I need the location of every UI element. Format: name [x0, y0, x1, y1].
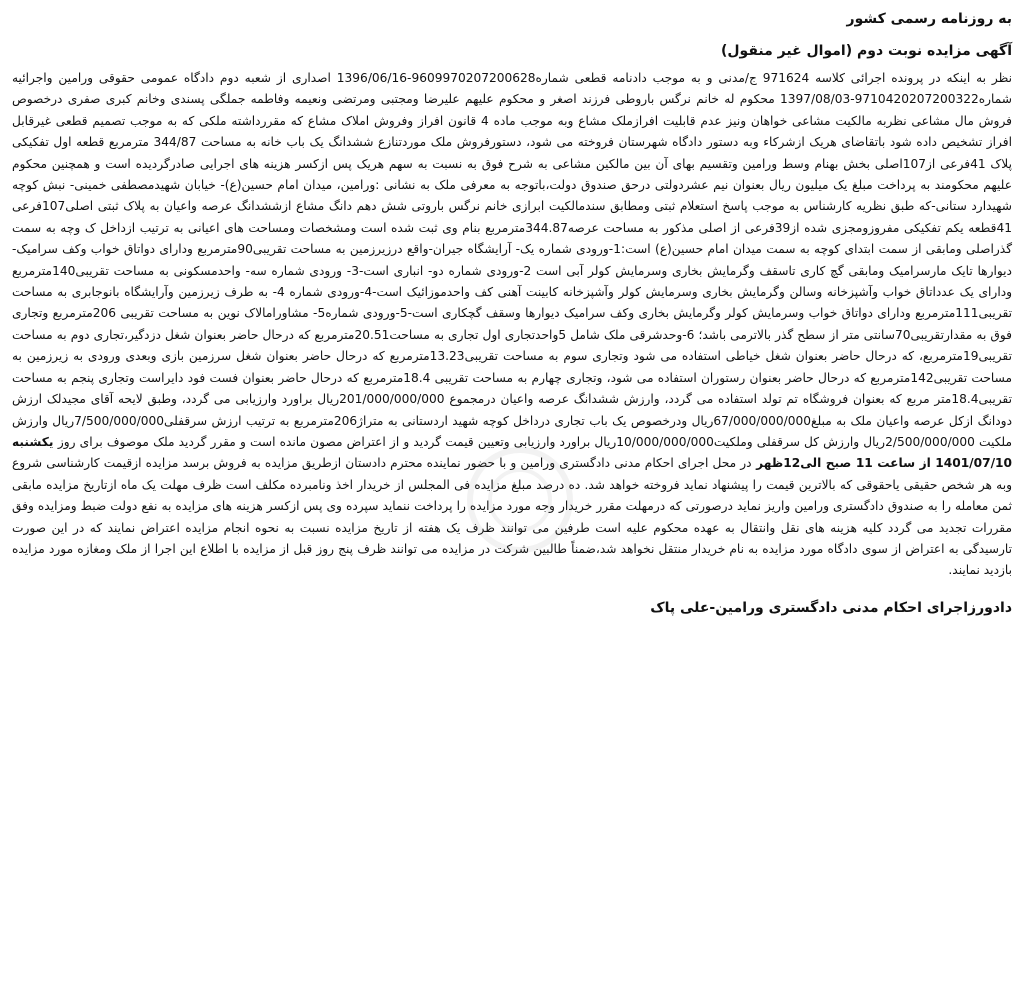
notice-document	[12, 6, 1012, 620]
auction-date-time: یکشنبه 1401/07/10 از ساعت 11 صبح الی12ظهر	[12, 434, 1013, 471]
newspaper-line: به روزنامه رسمی کشور	[846, 11, 1012, 27]
body-paragraph-main: نظر به اینکه در پرونده اجرائی کلاسه 971624 ج/مدنی و به موجب دادنامه قطعی شماره9609970207200628-1396/06/16 اصداری از شعبه دوم دادگاه عمومی حقوقی ورامین واجرائیه شماره9710420207200322-1397/08/03 محکوم له خانم نرگس باروطی فرزند اصغر و محکوم علیهم علیرضا ومجتبی ومرتضی ونعیمه وفاطمه جملگی پسندی وخانم کبری صفری درخصوص فروش مال مشاعی نظربه مالکیت مشاعی خواهان ونیز عدم قابلیت افرازملک مشاع وبه موجب ماده 4 قانون افراز وفروش املاک مشاع که مقررداشته ملکی که به موجب تصمیم قطعی غیرقابل افراز تشخیص داده شود باتقاضای هریک ازشرکاء وبه دستور دادگاه شهرستان فروخته می شود، دستورفروش ملک موردتنازع ششدانگ یک باب خانه به مساحت 344/87 مترمربع قطعه اول تفکیکی پلاک 41فرعی از107اصلی بخش بهنام وسط ورامین وتقسیم بهای آن بین مالکین مشاعی به شرح فوق به نسبت به سهم هریک پس ازکسر هزینه های اجرایی صادرگردیده است و همچنین محکوم علیهم محکومند به پرداخت مبلغ یک میلیون ریال بعنوان نیم عشردولتی درحق صندوق دولت،باتوجه به معرفی ملک به نشانی :ورامین، میدان امام حسین(ع)- خیابان شهیدمصطفی خمینی- نبش کوچه شهیدارد ستانی-که طبق نظریه کارشناس به موجب پاسخ استعلام ثبتی ومطابق سندمالکیت ابرازی خانم نرگس باروتی شش دهم دانگ مشاع ازششدانگ عرصه واعیان به پلاک ثبتی اصلی107فرعی 41قطعه یکم تفکیکی مفروزومجزی شده از39فرعی از اصلی مذکور به مساحت عرصه344.87مترمربع بنام وی ثبت شده است ومشخصات ومساحت های اعیانی به ترتیب ازداخل ک وچه به سمت گذراصلی ومابقی از سمت ابتدای کوچه به سمت میدان امام حسین(ع) است:1-ورودی شماره یک- آرایشگاه جیران-واقع درزیرزمین به مساحت تقریبی90مترمربع ودارای دواتاق خواب وکف سرامیک- دیوارها تایک مارسرامیک ومابقی گچ کاری تاسقف وگرمایش بخاری وسرمایش کولر آبی است 2-ورودی شماره دو- انباری است-3- ورودی شماره سه- واحدمسکونی به مساحت تقریبی140مترمربع ودارای یک عدداتاق خواب وآشپزخانه وسالن وگرمایش بخاری وسرمایش کولر وآشپزخانه کابینت آهنی کف واحدموزائیک است-4-ورودی شماره 4- به طرف زیرزمین وآرایشگاه بانوجابری به مساحت تقریبی111مترمربع ودارای دواتاق خواب وسرمایش کولر وگرمایش بخاری وکف سرامیک دیوارها وسقف گچکاری است-5-ورودی شماره5- مشاورامالاک نوین به مساحت تقریبی 206مترمربع وتجاری فوق به مقدارتقریبی70سانتی متر از سطح گذر بالاترمی باشد؛ 6-وحدشرقی ملک شامل 5واحدتجاری اول تجاری به مساحت20.51مترمربع که درحال حاضر بعنوان شغل دزدگیر،تجاری دوم به مساحت تقریبی19مترمربع، که درحال حاضر بعنوان شغل خیاطی استفاده می شود وتجاری سوم به مساحت تقریبی13.23مترمربع که درحال حاضر بعنوان شغل سرزمین بازی وبعدی ورودی به زیرزمین به مساحت تقریبی142مترمربع که درحال حاضر بعنوان رستوران استفاده می شود، وتجاری چهارم به مساحت تقریبی 18.4مترمربع که درحال حاضر بعنوان فست فود دایراست وتجاری پنجم به مساحت تقریبی18.4متر مربع که بعنوان فروشگاه تم تولد استفاده می گردد، وارزش ششدانگ عرصه واعیان درمجموع 201/000/000/000ریال براورد وارزیابی می گردد، وطبق لایحه آقای مجیدلک ارزش دودانگ ازکل عرصه واعیان ملک به مبلغ67/000/000/000ریال ودرخصوص یک باب تجاری درداخل کوچه شهید اردستانی به متراژ206مترمربع به ترتیب ارزش سرقفلی7/500/000/000ریال وارزش ملکیت 2/500/000/000ریال وارزش کل سرقفلی وملکیت10/000/000/000ریال براورد وارزیابی وتعیین قیمت گردید و از اعتراض مصون مانده است و مقرر گردید ملک موصوف برای روز	[12, 71, 1013, 449]
signature-line: دادورزاجرای احکام مدنی دادگستری ورامین-علی پاک	[650, 599, 1012, 616]
notice-body	[12, 68, 1012, 582]
body-paragraph-terms: در محل اجرای احکام مدنی دادگستری ورامین و با حضور نماینده محترم دادستان ازطریق مزایده به فروش برسد مزایده ازقیمت کارشناسی شروع وبه هر شخص حقیقی یاحقوقی که بالاترین قیمت را پیشنهاد نماید فروخته خواهد شد. ده درصد مبلغ مزایده فی المجلس از خریدار اخذ ونامبرده مکلف است ظرف مهلت یک ماه ازتاریخ مزایده مابقی ثمن معامله را به صندوق دادگستری ورامین واریز نماید درصورتی که درمهلت مقرر خریدار وجه مورد مزایده را پرداخت ننماید سپرده وی پس ازکسر هزینه های مزایده به نفع دولت ضبط ومزایده وفق مقررات تجدید می گردد کلیه هزینه های نقل وانتقال به عهده محکوم علیه است طرفین می توانند ظرف یک هفته از تاریخ مزایده نسبت به نحوه انجام مزایده اعتراض نمایند که در این صورت تارسیدگی به اعتراض از سوی دادگاه مورد مزایده به نام خریدار منتقل نخواهد شد،ضمناً طالبین شرکت در مزایده می توانند ظرف پنج روز قبل از مزایده با اطلاع این اجرا از ملک ومغازه مورد مزایده بازدید نمایند.	[12, 456, 1012, 578]
notice-title: آگهی مزایده نوبت دوم (اموال غیر منقول)	[721, 43, 1012, 59]
